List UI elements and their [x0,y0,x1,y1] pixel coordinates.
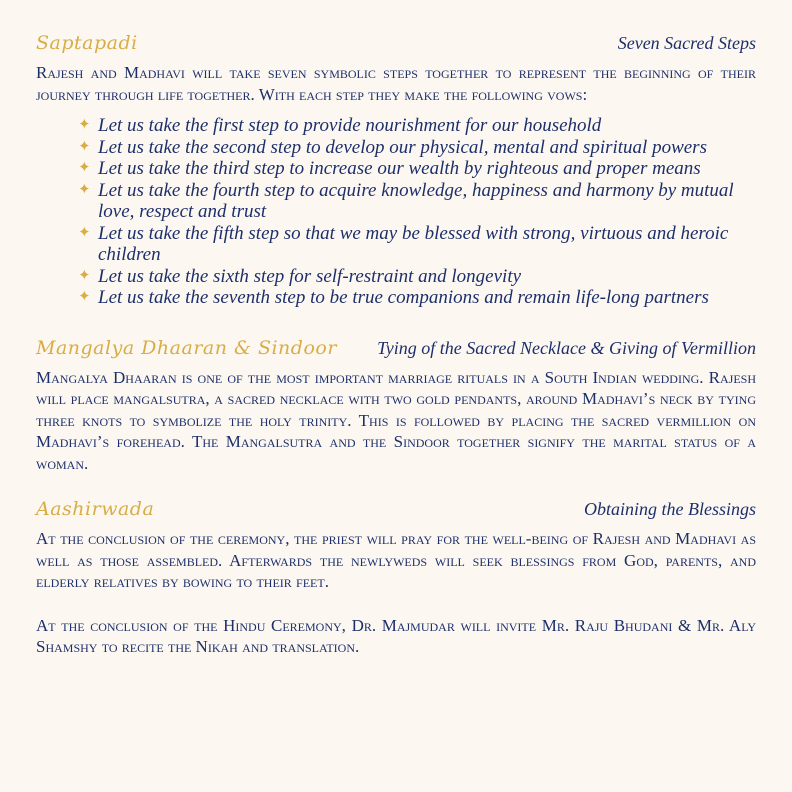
vow-item [78,266,756,288]
aashirwada-section [36,498,756,658]
vow-item [78,223,756,266]
saptapadi-section [36,32,756,309]
four-point-star-icon: ✦ [78,181,91,198]
vow-text: Let us take the second step to develop our physical, mental and spiritual powers [98,136,707,158]
four-point-star-icon: ✦ [78,224,91,241]
four-point-star-icon: ✦ [78,267,91,284]
saptapadi-title: Saptapadi [36,32,138,54]
vow-item [78,180,756,223]
aashirwada-title: Aashirwada [36,498,155,520]
vow-text: Let us take the seventh step to be true companions and remain life-long partners [98,287,709,308]
aashirwada-subtitle: Obtaining the Blessings [584,499,756,519]
mangalya-subtitle: Tying of the Sacred Necklace & Giving of Vermillion [377,337,756,358]
four-point-star-icon: ✦ [78,160,91,176]
saptapadi-intro: Rajesh and Madhavi will take seven symbolic steps together to represent the beginning of their journey through life together. With each step they make the following vows: [36,63,756,104]
four-point-star-icon: ✦ [78,138,91,155]
vow-item [78,158,756,180]
vow-item [78,137,756,159]
paragraph-spacer [36,593,756,615]
vows-list [36,115,756,309]
vow-text: Let us take the sixth step for self-restraint and longevity [98,265,522,287]
vow-text: Let us take the fourth step to acquire knowledge, happiness and harmony by mutual love, respect and trust [98,179,734,222]
four-point-star-icon: ✦ [78,117,91,133]
vow-text: Let us take the first step to provide nourishment for our household [98,115,602,136]
aashirwada-body-2: At the conclusion of the Hindu Ceremony, Dr. Majmudar will invite Mr. Raju Bhudani & Mr. Aly Shamshy to recite the Nikah and translation. [36,615,756,656]
saptapadi-header [36,32,756,54]
saptapadi-subtitle: Seven Sacred Steps [617,33,756,53]
vow-text: Let us take the fifth step so that we may be blessed with strong, virtuous and heroic children [98,222,729,265]
mangalya-section [36,337,756,475]
aashirwada-body-1: At the conclusion of the ceremony, the priest will pray for the well-being of Rajesh and Madhavi as well as those assembled. Afterwards the newlyweds will seek blessings from God, parents, and elderly relatives by bowing to their feet. [36,529,756,591]
program-page [36,32,756,658]
mangalya-body: Mangalya Dhaaran is one of the most important marriage rituals in a South Indian wedding. Rajesh will place mangalsutra, a sacred necklace with two gold pendants, around Madhavi’s neck by tying three knots to symbolize the holy trinity. This is followed by placing the sacred vermillion on Madhavi’s forehead. The Mangalsutra and the Sindoor together signify the marital status of a woman. [36,367,756,473]
vow-item [78,115,756,137]
vow-item [78,287,756,309]
mangalya-title: Mangalya Dhaaran & Sindoor [36,336,337,359]
aashirwada-header [36,498,756,520]
vow-text: Let us take the third step to increase our wealth by righteous and proper means [98,158,701,179]
four-point-star-icon: ✦ [78,289,91,305]
mangalya-header [36,337,756,359]
